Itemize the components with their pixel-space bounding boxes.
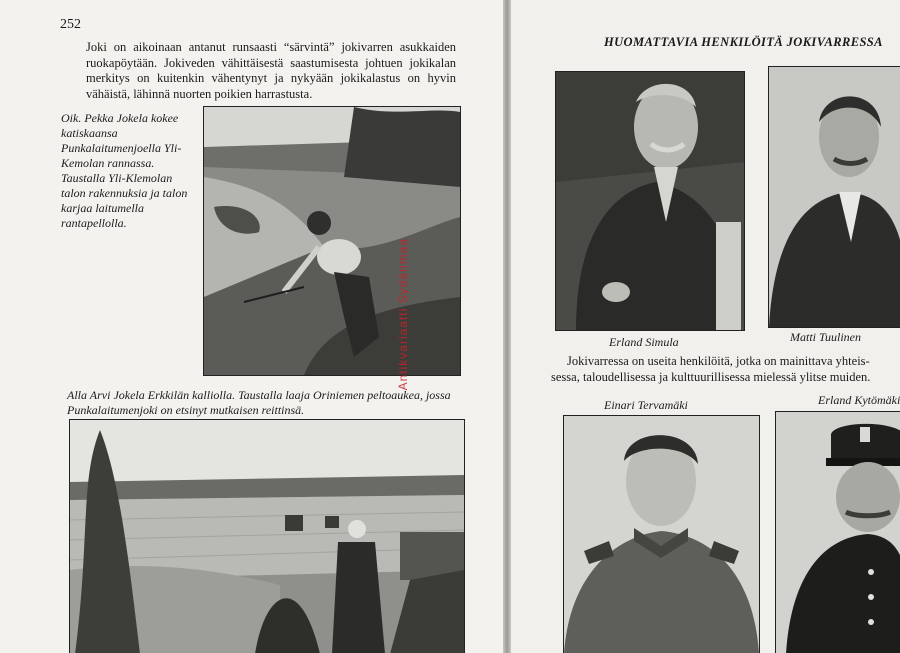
page-heading: HUOMATTAVIA HENKILÖITÄ JOKIVARRESSA [604, 35, 883, 49]
field-photo-caption: Alla Arvi Jokela Erkkilän kalliolla. Taustalla laaja Oriniemen peltoaukea, jossa Punkalaitumenjoki on etsinyt mutkaisen reittinsä. [67, 388, 451, 417]
intro-paragraph: Joki on aikoinaan antanut runsaasti “särvintä” jokivarren asukkaiden ruokapöytään. Jokiveden vähittäisestä saastumisesta johtuen jokikalan merkitys on kuitenkin vähentynyt ja nykyään jokikalastus on hyvin vähäistä, lähinnä nuorten poikien harrastusta. [86, 40, 456, 101]
field-photo [69, 419, 465, 653]
portrait-erland-simula [555, 71, 745, 331]
portrait-erland-kytomaki [775, 411, 900, 653]
portrait-einari-tervamaki [563, 415, 760, 653]
page-number: 252 [60, 17, 81, 32]
portrait-name-einari-tervamaki: Einari Tervamäki [604, 398, 688, 412]
portrait-name-matti-tuulinen: Matti Tuulinen [790, 330, 862, 344]
fishing-photo-caption: Oik. Pekka Jokela kokee katiskaansa Punkalaitumenjoella Yli-Kemolan rannassa. Taustalla Yli-Klemolan talon rakennuksia ja talon karjaa laitumella rantapellolla. [61, 111, 188, 230]
portrait-matti-tuulinen [768, 66, 900, 328]
right-page [511, 0, 900, 653]
watermark: Antikvariaatti Sydänmaa [396, 238, 410, 391]
fishing-photo [203, 106, 461, 376]
portrait-name-erland-simula: Erland Simula [609, 335, 679, 349]
persons-paragraph [551, 354, 900, 385]
book-gutter [503, 0, 511, 653]
portrait-name-erland-kytomaki: Erland Kytömäki [818, 393, 900, 407]
persons-paragraph-line-1: Jokivarressa on useita henkilöitä, jotka on mainittava yhteis- [567, 354, 870, 368]
persons-paragraph-line-2: sessa, taloudellisessa ja kulttuurillisessa mielessä ylitse muiden. [551, 369, 871, 384]
